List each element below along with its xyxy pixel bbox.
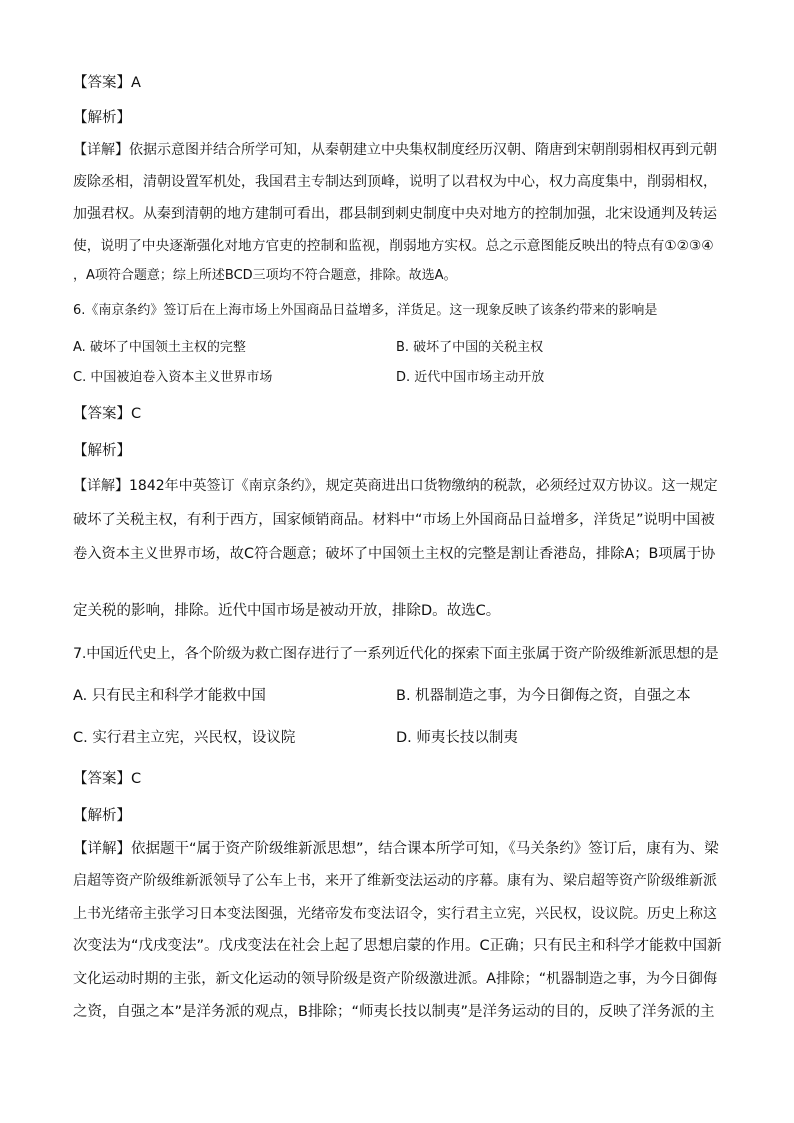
q5-detail-line: 使，说明了中央逐渐强化对地方官吏的控制和监视，削弱地方实权。总之示意图能反映出的特点有①②③④ — [73, 238, 714, 254]
q7-detail-line: 【详解】依据题干“属于资产阶级维新派思想”，结合课本所学可知，《马关条约》签订后，康有为、梁 — [73, 841, 719, 857]
q7-detail-line: 次变法为“戊戌变法”。戊戌变法在社会上起了思想启蒙的作用。C正确；只有民主和科学才能救中国新 — [73, 938, 722, 954]
q5-analysis-label: 【解析】 — [73, 110, 131, 126]
q7-analysis-label: 【解析】 — [73, 808, 131, 824]
q7-option-a: A. 只有民主和科学才能救中国 — [73, 688, 266, 704]
q6-option-d: D. 近代中国市场主动开放 — [396, 370, 545, 385]
q7-answer: 【答案】C — [73, 771, 142, 787]
q5-detail-line: 加强君权。从秦到清朝的地方建制可看出，郡县制到刺史制度中央对地方的控制加强，北宋设通判及转运 — [73, 206, 717, 222]
q6-detail-line: 定关税的影响，排除。近代中国市场是被动开放，排除D。故选C。 — [73, 603, 501, 619]
q6-analysis-label: 【解析】 — [73, 443, 131, 459]
q7-detail-line: 之资，自强之本”是洋务派的观点，B排除；“师夷长技以制夷”是洋务运动的目的，反映了洋务派的主 — [73, 1004, 715, 1020]
q6-option-b: B. 破坏了中国的关税主权 — [396, 340, 544, 355]
q5-detail-line: ，A项符合题意；综上所述BCD三项均不符合题意，排除。故选A。 — [73, 268, 457, 283]
q5-detail-line: 【详解】依据示意图并结合所学可知，从秦朝建立中央集权制度经历汉朝、隋唐到宋朝削弱相权再到元朝 — [73, 142, 717, 158]
q7-option-d: D. 师夷长技以制夷 — [396, 730, 518, 746]
q6-option-a: A. 破坏了中国领土主权的完整 — [73, 340, 246, 355]
q6-stem: 6.《南京条约》签订后在上海市场上外国商品日益增多，洋货足。这一现象反映了该条约带来的影响是 — [73, 303, 658, 318]
q6-answer: 【答案】C — [73, 406, 142, 422]
q6-option-c: C. 中国被迫卷入资本主义世界市场 — [73, 370, 273, 385]
q7-detail-line: 启超等资产阶级维新派领导了公车上书，来开了维新变法运动的序幕。康有为、梁启超等资产阶级维新派 — [73, 873, 717, 889]
q7-option-b: B. 机器制造之事，为今日御侮之资，自强之本 — [396, 688, 691, 704]
q6-detail-line: 【详解】1842年中英签订《南京条约》，规定英商进出口货物缴纳的税款，必须经过双方协议。这一规定 — [73, 478, 718, 494]
q7-option-c: C. 实行君主立宪，兴民权，设议院 — [73, 730, 296, 746]
q5-answer: 【答案】A — [73, 75, 141, 91]
q5-detail-line: 废除丞相，清朝设置军机处，我国君主专制达到顶峰，说明了以君权为中心，权力高度集中，削弱相权， — [73, 174, 717, 190]
q7-detail-line: 文化运动时期的主张，新文化运动的领导阶级是资产阶级激进派。A排除；“机器制造之事，为今日御侮 — [73, 971, 718, 987]
q7-detail-line: 上书光绪帝主张学习日本变法图强，光绪帝发布变法诏令，实行君主立宪，兴民权，设议院。历史上称这 — [73, 906, 717, 922]
q6-detail-line: 破坏了关税主权，有利于西方，国家倾销商品。材料中“市场上外国商品日益增多，洋货足”说明中国被 — [73, 512, 715, 528]
q6-detail-line: 卷入资本主义世界市场，故C符合题意；破坏了中国领土主权的完整是割让香港岛，排除A；B项属于协 — [73, 546, 716, 562]
q7-stem: 7.中国近代史上，各个阶级为救亡图存进行了一系列近代化的探索下面主张属于资产阶级维新派思想的是 — [73, 646, 719, 662]
